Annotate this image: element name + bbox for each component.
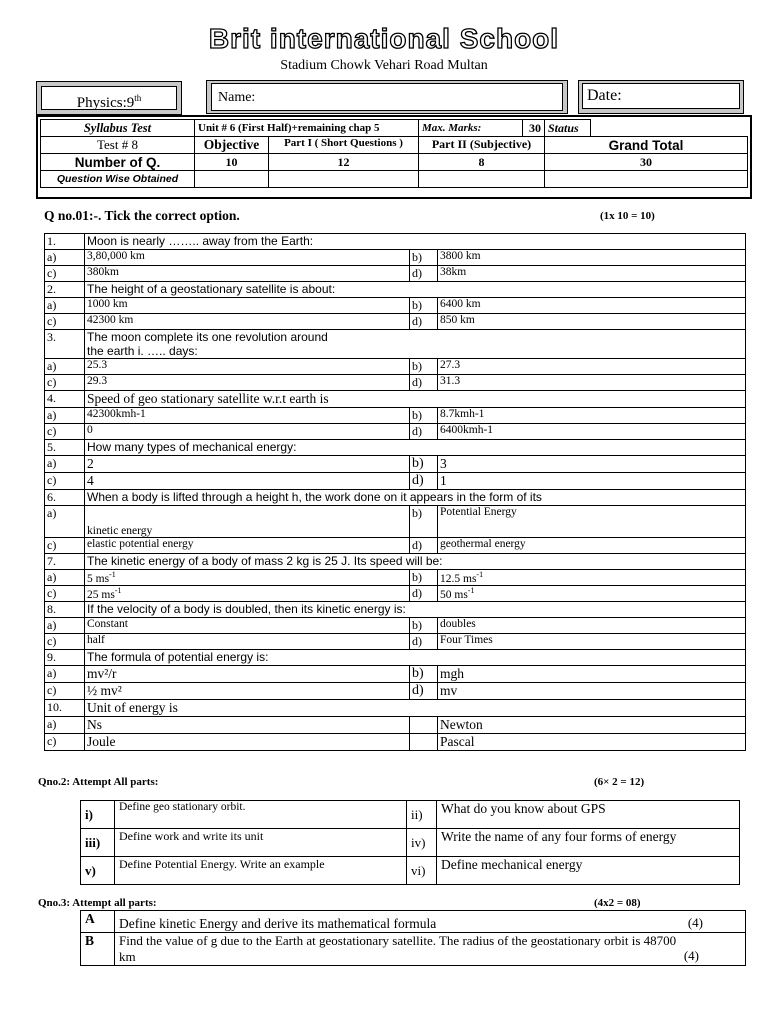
option-text: 0 (87, 424, 93, 436)
q3-heading: Qno.3: Attempt all parts: (38, 897, 157, 909)
option-label-d: d) (410, 586, 438, 602)
syllabus-label: Syllabus Test (41, 120, 195, 137)
option-text: 25.3 (87, 359, 108, 371)
option-text: 6400kmh-1 (440, 424, 494, 436)
question-row (45, 700, 746, 717)
qwise-objective (195, 171, 269, 188)
option-label-b: b) (410, 570, 438, 586)
q1-heading: Q no.01:-. Tick the correct option. (44, 208, 240, 223)
option-text: mgh (440, 666, 465, 681)
question-stem-text: The moon complete its one revolution around (87, 330, 328, 344)
question-number: 9. (45, 650, 85, 666)
qwise-part1 (269, 171, 419, 188)
q2-row (81, 857, 740, 885)
option-text: elastic potential energy (87, 538, 194, 550)
option-d (438, 538, 746, 554)
question-stem-text: Unit of energy is (87, 700, 178, 715)
question-stem-text: The formula of potential energy is: (87, 650, 269, 664)
option-text: ½ mv² (87, 683, 122, 698)
question-stem (85, 490, 746, 506)
option-text: 4 (87, 473, 94, 488)
school-name: Brit international School (208, 23, 560, 54)
option-label-a: a) (45, 570, 85, 586)
q2-part-number: iii) (81, 829, 115, 857)
q3-part-line-2: km (119, 949, 136, 964)
option-c (85, 538, 410, 554)
option-b (438, 717, 746, 734)
option-label-d: d) (410, 375, 438, 391)
option-a (85, 506, 410, 538)
option-text: 5 ms (87, 572, 110, 585)
option-sup: -1 (114, 586, 122, 595)
q1-table (44, 233, 746, 751)
subject-label (41, 86, 177, 110)
date-box (578, 80, 744, 114)
option-row (45, 506, 746, 538)
objective-label: Objective (195, 137, 269, 154)
q2-part-text: Define work and write its unit (115, 829, 407, 857)
option-b (438, 456, 746, 473)
option-text: Joule (87, 734, 116, 749)
info-table-frame (36, 115, 752, 199)
q3-part-text (115, 933, 746, 966)
q2-part-text: Define Potential Energy. Write an example (115, 857, 407, 885)
question-row (45, 234, 746, 250)
q2-row (81, 829, 740, 857)
option-text: 1 (440, 473, 447, 488)
option-label-d: d) (410, 424, 438, 440)
option-label-d (410, 734, 438, 751)
option-label-c: c) (45, 634, 85, 650)
question-number: 5. (45, 440, 85, 456)
option-text: Constant (87, 618, 128, 630)
option-c (85, 266, 410, 282)
option-label-b: b) (410, 250, 438, 266)
option-text: 3800 km (440, 250, 481, 262)
option-sup: -1 (467, 586, 475, 595)
q2-part-text: Define geo stationary orbit. (115, 801, 407, 829)
option-row (45, 666, 746, 683)
status-label: Status (545, 120, 591, 137)
option-a (85, 359, 410, 375)
num-total: 30 (545, 154, 748, 171)
option-label-b: b) (410, 666, 438, 683)
question-row (45, 391, 746, 408)
question-stem-text: If the velocity of a body is doubled, then its kinetic energy is: (87, 602, 406, 616)
subject-text: Physics:9 (76, 95, 135, 111)
q2-part-number: i) (81, 801, 115, 829)
subject-sup: th (134, 93, 142, 103)
q3-table (80, 910, 746, 966)
option-row (45, 250, 746, 266)
option-a (85, 618, 410, 634)
option-text: 38km (440, 266, 467, 278)
part1-label: Part I ( Short Questions ) (269, 137, 419, 154)
question-stem-text: The height of a geostationary satellite is about: (87, 282, 336, 296)
option-text: doubles (440, 618, 476, 630)
q1-marks: (1x 10 = 10) (600, 210, 655, 222)
option-text: Newton (440, 717, 483, 732)
option-label-b (410, 717, 438, 734)
option-label-a: a) (45, 717, 85, 734)
option-label-d: d) (410, 683, 438, 700)
num-part1: 12 (269, 154, 419, 171)
question-stem-text: Moon is nearly …….. away from the Earth: (87, 234, 314, 248)
option-label-d: d) (410, 314, 438, 330)
option-a (85, 717, 410, 734)
option-d (438, 683, 746, 700)
qwise-part2 (419, 171, 545, 188)
question-row (45, 602, 746, 618)
q3-part-line: Find the value of g due to the Earth at geostationary satellite. The radius of the geostationary orbit is 48700 (119, 933, 677, 948)
question-number: 8. (45, 602, 85, 618)
option-label-d: d) (410, 538, 438, 554)
option-a (85, 456, 410, 473)
subject-box (36, 81, 182, 115)
option-label-c: c) (45, 473, 85, 490)
question-row (45, 330, 746, 359)
num-q-label: Number of Q. (41, 154, 195, 171)
q3-part-marks: (4) (687, 915, 703, 930)
question-number: 7. (45, 554, 85, 570)
question-stem-text: The kinetic energy of a body of mass 2 kg is 25 J. Its speed will be: (87, 554, 443, 568)
option-label-a: a) (45, 250, 85, 266)
syllabus-value: Unit # 6 (First Half)+remaining chap 5 (195, 120, 419, 137)
option-label-b: b) (410, 298, 438, 314)
option-label-b: b) (410, 506, 438, 538)
option-text: 850 km (440, 314, 475, 326)
option-d (438, 586, 746, 602)
option-row (45, 717, 746, 734)
option-sup: -1 (476, 570, 484, 579)
question-row (45, 650, 746, 666)
q2-row (81, 801, 740, 829)
q2-part-text: Write the name of any four forms of energy (437, 829, 740, 857)
question-number: 2. (45, 282, 85, 298)
option-a (85, 570, 410, 586)
option-row (45, 424, 746, 440)
option-text: Potential Energy (440, 506, 517, 518)
q2-part-number: vi) (407, 857, 437, 885)
option-row (45, 538, 746, 554)
question-stem (85, 554, 746, 570)
option-d (438, 375, 746, 391)
option-text: 12.5 ms (440, 572, 477, 585)
option-b (438, 570, 746, 586)
option-row (45, 634, 746, 650)
option-label-c: c) (45, 375, 85, 391)
option-d (438, 424, 746, 440)
q2-part-number: ii) (407, 801, 437, 829)
school-address: Stadium Chowk Vehari Road Multan (280, 58, 488, 73)
question-row (45, 440, 746, 456)
option-text: 27.3 (440, 359, 461, 371)
option-label-d: d) (410, 634, 438, 650)
option-text: 29.3 (87, 375, 108, 387)
q3-part-text (115, 911, 746, 933)
question-stem-text-2: the earth i. ….. days: (87, 344, 198, 358)
option-row (45, 618, 746, 634)
option-c (85, 314, 410, 330)
option-text: Four Times (440, 634, 493, 646)
option-sup: -1 (109, 570, 116, 579)
option-text: 42300 km (87, 314, 134, 326)
question-stem (85, 282, 746, 298)
option-text: 3,80,000 km (87, 250, 145, 262)
question-number: 4. (45, 391, 85, 408)
option-text: 31.3 (440, 375, 461, 387)
q2-marks: (6× 2 = 12) (594, 776, 645, 788)
question-number: 1. (45, 234, 85, 250)
info-table (40, 119, 748, 188)
test-number: Test # 8 (41, 137, 195, 154)
option-label-a: a) (45, 666, 85, 683)
option-row (45, 456, 746, 473)
option-label-c: c) (45, 424, 85, 440)
option-label-a: a) (45, 408, 85, 424)
qwise-total (545, 171, 748, 188)
question-row (45, 490, 746, 506)
q3-row (81, 911, 746, 933)
option-c (85, 634, 410, 650)
option-label-d: d) (410, 266, 438, 282)
question-stem (85, 391, 746, 408)
option-row (45, 586, 746, 602)
option-text: 6400 km (440, 298, 481, 310)
option-text: 42300kmh-1 (87, 408, 146, 420)
part2-label: Part II (Subjective) (419, 137, 545, 154)
question-stem-text: When a body is lifted through a height h, the work done on it appears in the form of its (87, 490, 542, 504)
option-c (85, 375, 410, 391)
q2-part-number: iv) (407, 829, 437, 857)
num-objective: 10 (195, 154, 269, 171)
option-a (85, 666, 410, 683)
option-d (438, 314, 746, 330)
question-stem (85, 700, 746, 717)
option-d (438, 734, 746, 751)
option-label-c: c) (45, 683, 85, 700)
option-label-a: a) (45, 618, 85, 634)
option-text: geothermal energy (440, 538, 526, 550)
question-number: 6. (45, 490, 85, 506)
option-row (45, 266, 746, 282)
option-label-a: a) (45, 298, 85, 314)
name-box (206, 80, 568, 114)
option-b (438, 359, 746, 375)
grand-total-label: Grand Total (545, 137, 748, 154)
date-label: Date: (582, 83, 740, 109)
option-row (45, 359, 746, 375)
option-a (85, 408, 410, 424)
question-row (45, 282, 746, 298)
option-label-a: a) (45, 359, 85, 375)
option-b (438, 666, 746, 683)
q3-part-number: A (81, 911, 115, 933)
option-d (438, 266, 746, 282)
option-label-b: b) (410, 408, 438, 424)
num-part2: 8 (419, 154, 545, 171)
option-label-c: c) (45, 538, 85, 554)
option-row (45, 683, 746, 700)
name-label: Name: (211, 83, 563, 111)
option-c (85, 424, 410, 440)
option-text: mv²/r (87, 666, 117, 681)
q2-part-number: v) (81, 857, 115, 885)
option-label-c: c) (45, 314, 85, 330)
option-row (45, 314, 746, 330)
option-text: Ns (87, 717, 103, 732)
option-b (438, 618, 746, 634)
option-b (438, 506, 746, 538)
option-label-c: c) (45, 586, 85, 602)
option-text: 1000 km (87, 298, 128, 310)
option-c (85, 473, 410, 490)
option-row (45, 473, 746, 490)
option-label-b: b) (410, 359, 438, 375)
option-text: 50 ms (440, 588, 468, 601)
option-label-a: a) (45, 456, 85, 473)
option-label-b: b) (410, 456, 438, 473)
option-b (438, 408, 746, 424)
qwise-label: Question Wise Obtained (41, 171, 195, 188)
q2-part-text: What do you know about GPS (437, 801, 740, 829)
option-label-c: c) (45, 266, 85, 282)
option-text: 8.7kmh-1 (440, 408, 485, 420)
option-d (438, 634, 746, 650)
option-label-b: b) (410, 618, 438, 634)
option-d (438, 473, 746, 490)
max-marks-label: Max. Marks: (419, 120, 523, 137)
option-row (45, 408, 746, 424)
option-text: 2 (87, 456, 94, 471)
q2-table (80, 800, 740, 885)
option-b (438, 298, 746, 314)
option-a (85, 250, 410, 266)
question-number: 10. (45, 700, 85, 717)
question-stem (85, 330, 746, 359)
q2-heading: Qno.2: Attempt All parts: (38, 776, 159, 788)
option-text: kinetic energy (87, 525, 153, 537)
option-c (85, 586, 410, 602)
option-row (45, 734, 746, 751)
max-marks-value: 30 (523, 120, 545, 137)
q2-part-text: Define mechanical energy (437, 857, 740, 885)
option-label-c: c) (45, 734, 85, 751)
question-stem-text: How many types of mechanical energy: (87, 440, 297, 454)
option-label-d: d) (410, 473, 438, 490)
option-text: Pascal (440, 734, 475, 749)
question-number: 3. (45, 330, 85, 359)
question-stem (85, 650, 746, 666)
option-row (45, 298, 746, 314)
option-c (85, 683, 410, 700)
question-row (45, 554, 746, 570)
option-c (85, 734, 410, 751)
option-text: 380km (87, 266, 119, 278)
option-label-a: a) (45, 506, 85, 538)
option-b (438, 250, 746, 266)
question-stem (85, 602, 746, 618)
q3-part-number: B (81, 933, 115, 966)
q3-part-marks: (4) (683, 948, 699, 963)
question-stem (85, 440, 746, 456)
question-stem-text: Speed of geo stationary satellite w.r.t earth is (87, 391, 329, 406)
option-text: mv (440, 683, 458, 698)
option-row (45, 570, 746, 586)
q3-marks: (4x2 = 08) (594, 897, 641, 909)
option-a (85, 298, 410, 314)
option-text: 25 ms (87, 588, 115, 601)
q3-row (81, 933, 746, 966)
q3-part-line: Define kinetic Energy and derive its mathematical formula (119, 916, 437, 931)
question-stem (85, 234, 746, 250)
option-text: half (87, 634, 105, 646)
option-text: 3 (440, 456, 447, 471)
option-row (45, 375, 746, 391)
